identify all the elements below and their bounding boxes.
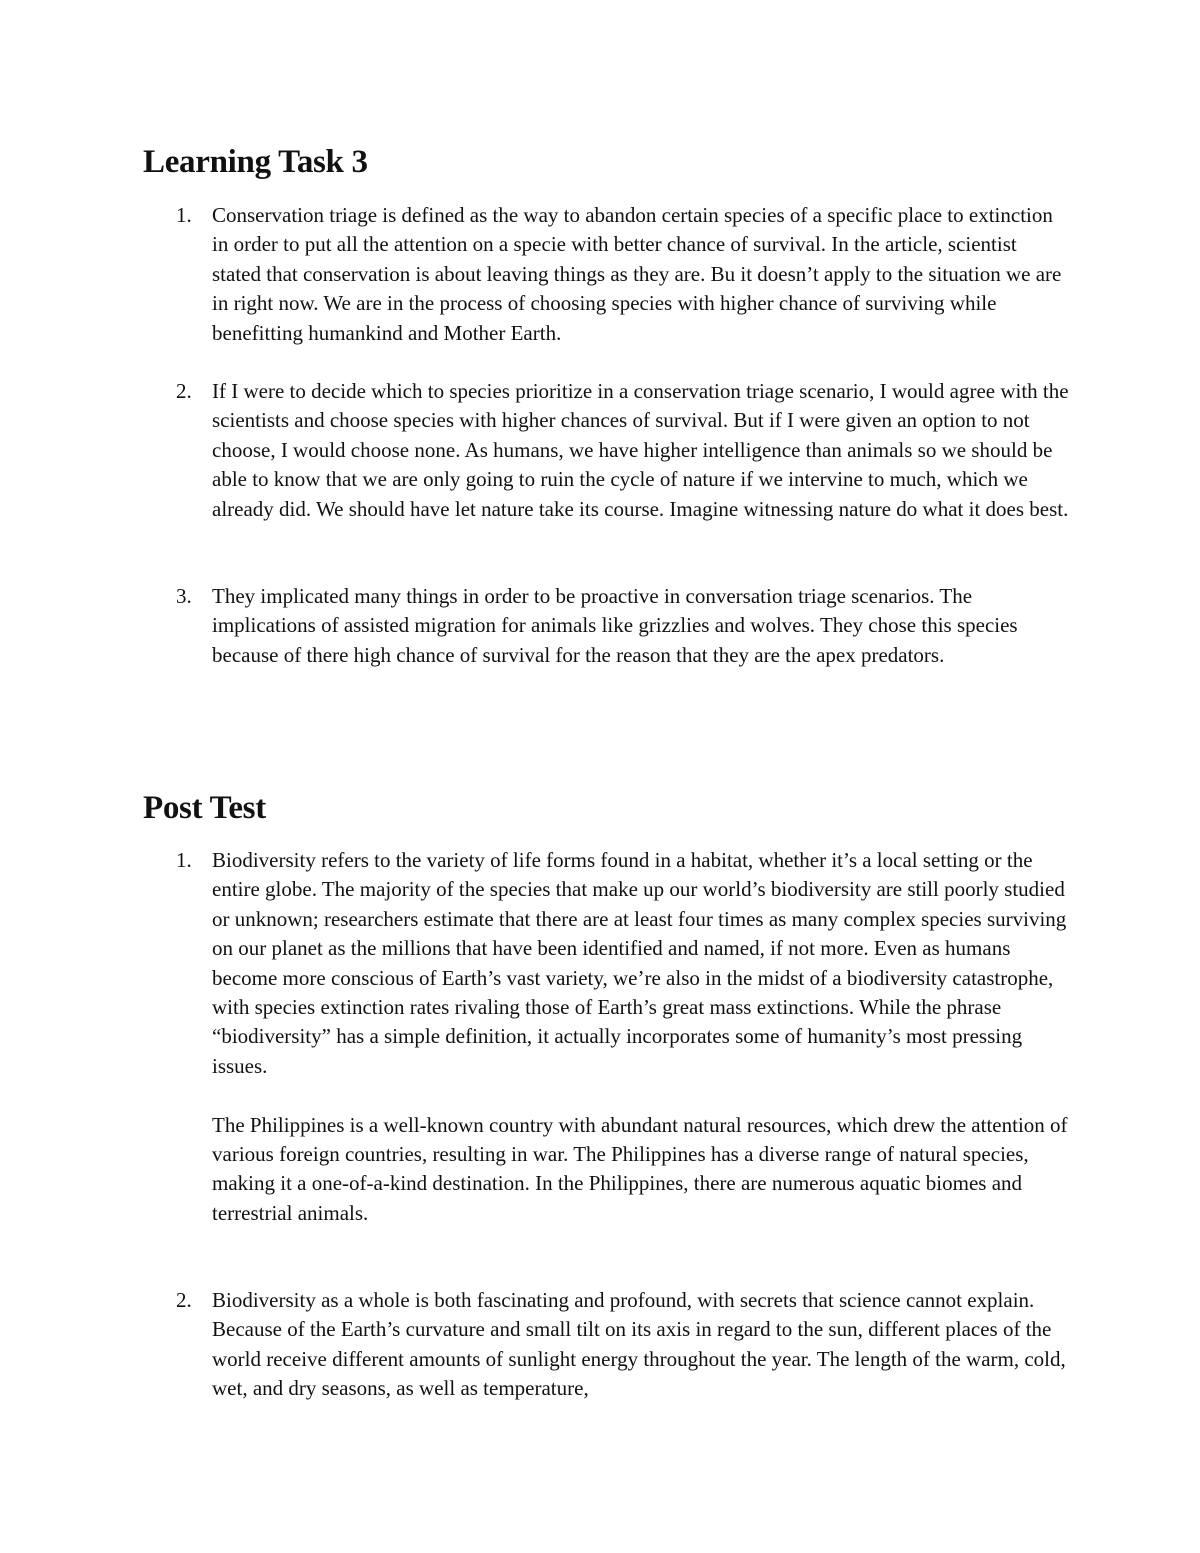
section-heading-post-test: Post Test (143, 790, 266, 826)
list-item-2 (143, 1286, 1073, 1404)
list-item-1 (143, 846, 1073, 1228)
list-number: 1. (176, 848, 192, 872)
list-item-2 (143, 377, 1073, 524)
answer-paragraph: Biodiversity as a whole is both fascinating and profound, with secrets that science cannot explain. Because of the Earth’s curvature and small tilt on its axis in regard to the sun, different places of the world receive different amounts of sunlight energy throughout the year. The length of the warm, cold, wet, and dry seasons, as well as temperature, (212, 1288, 1066, 1401)
answer-paragraph: They implicated many things in order to be proactive in conversation triage scenarios. The implications of assisted migration for animals like grizzlies and wolves. They chose this species because of there high chance of survival for the reason that they are the apex predators. (212, 584, 1018, 667)
list-number: 3. (176, 584, 192, 608)
list-item-1 (143, 201, 1073, 348)
answer-paragraph: If I were to decide which to species prioritize in a conservation triage scenario, I would agree with the scientists and choose species with higher chances of survival. But if I were given an option to not choose, I would choose none. As humans, we have higher intelligence than animals so we should be able to know that we are only going to ruin the cycle of nature if we intervine to much, which we already did. We should have let nature take its course. Imagine witnessing nature do what it does best. (212, 379, 1069, 521)
list-number: 2. (176, 1288, 192, 1312)
list-item-3 (143, 582, 1073, 670)
section-heading-learning-task-3: Learning Task 3 (143, 144, 368, 180)
answer-paragraph: Conservation triage is defined as the way to abandon certain species of a specific place to extinction in order to put all the attention on a specie with better chance of survival. In the article, scientist stated that conservation is about leaving things as they are. Bu it doesn’t apply to the situation we are in right now. We are in the process of choosing species with higher chance of surviving while benefitting humankind and Mother Earth. (212, 203, 1062, 345)
answer-paragraph: The Philippines is a well-known country with abundant natural resources, which drew the attention of various foreign countries, resulting in war. The Philippines has a diverse range of natural species, making it a one-of-a-kind destination. In the Philippines, there are numerous aquatic biomes and terrestrial animals. (212, 1112, 1068, 1225)
answer-paragraph: Biodiversity refers to the variety of life forms found in a habitat, whether it’s a local setting or the entire globe. The majority of the species that make up our world’s biodiversity are still poorly studied or unknown; researchers estimate that there are at least four times as many complex species surviving on our planet as the millions that have been identified and named, if not more. Even as humans become more conscious of Earth’s vast variety, we’re also in the midst of a biodiversity catastrophe, with species extinction rates rivaling those of Earth’s great mass extinctions. While the phrase “biodiversity” has a simple definition, it actually incorporates some of humanity’s most pressing issues. (212, 848, 1067, 1078)
list-number: 2. (176, 379, 192, 403)
list-number: 1. (176, 203, 192, 227)
